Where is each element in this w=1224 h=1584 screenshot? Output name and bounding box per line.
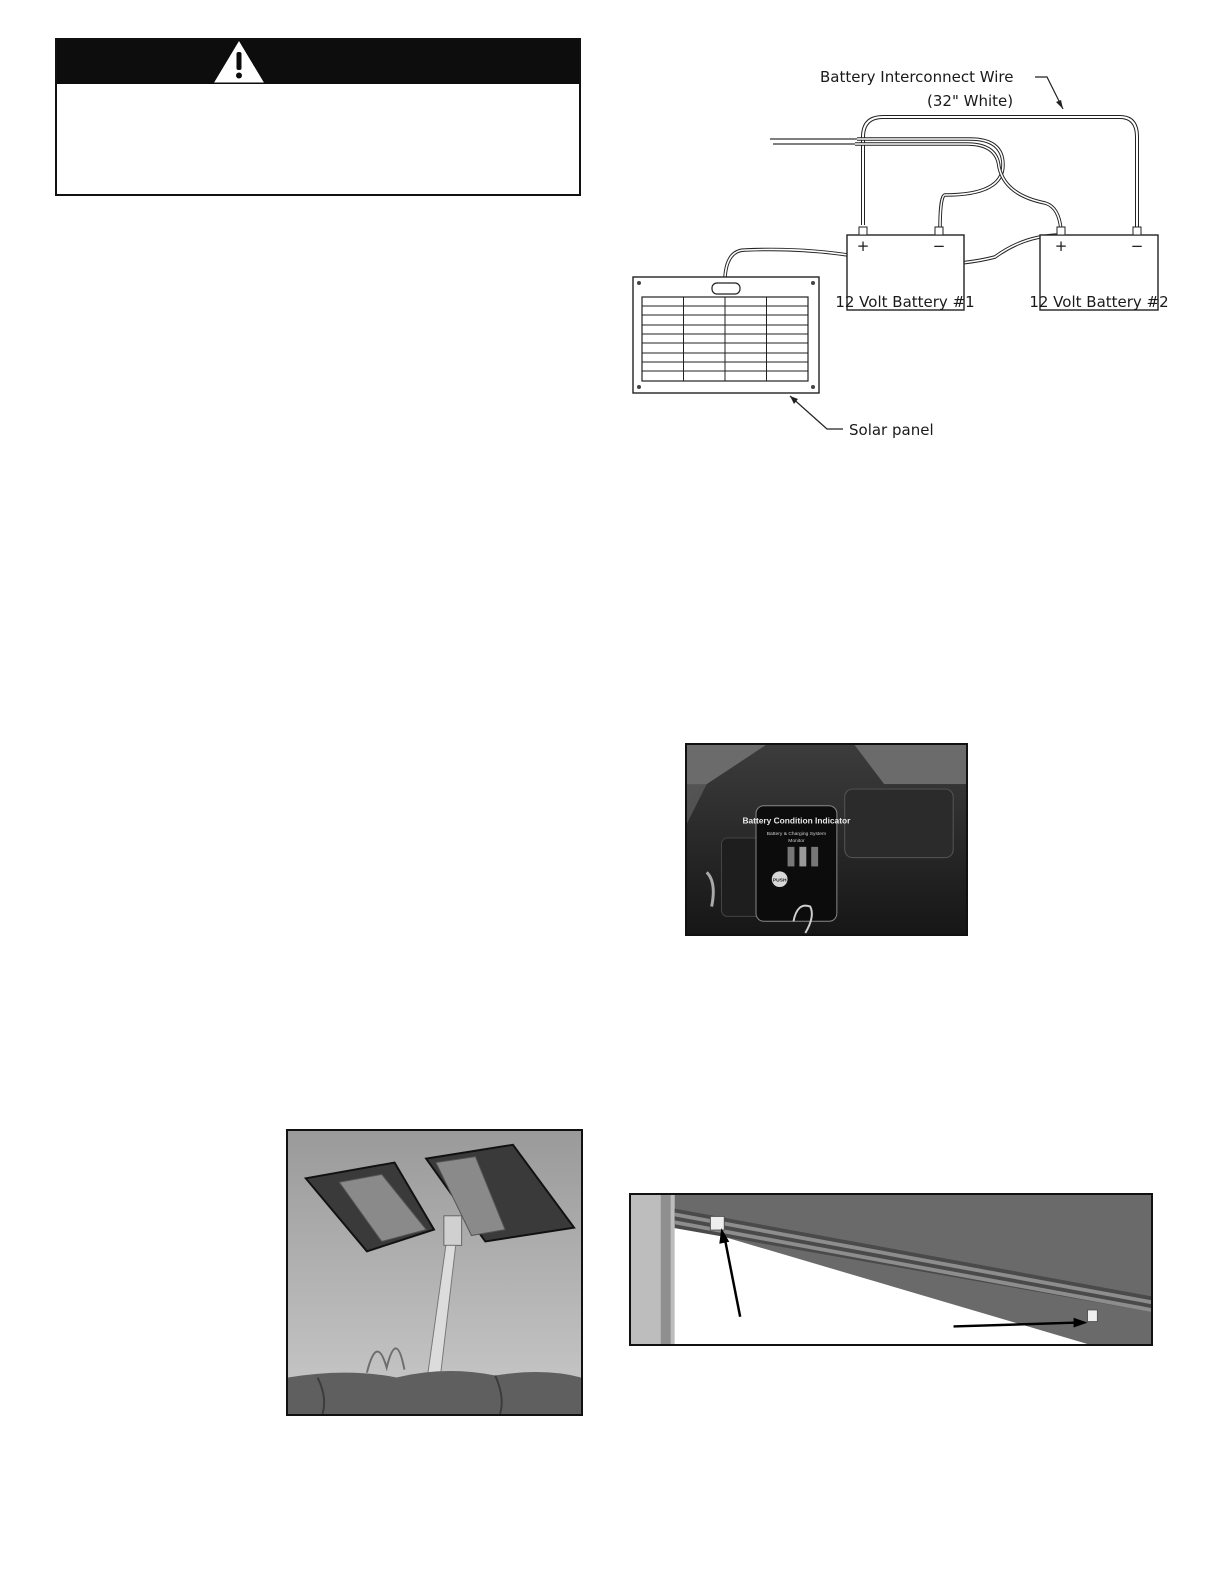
indicator-title: Battery Condition Indicator xyxy=(742,815,851,826)
battery-wiring-diagram xyxy=(615,55,1175,455)
battery-2 xyxy=(1029,227,1168,311)
solar-panel-illustration xyxy=(633,277,819,393)
battery-2-plus-label: + xyxy=(1054,237,1068,255)
exclamation-triangle-icon xyxy=(213,40,265,84)
positive-lead-wire-inner xyxy=(855,144,1061,230)
warning-header-bar xyxy=(57,40,579,84)
battery-2-label: 12 Volt Battery #2 xyxy=(1029,293,1169,311)
battery-1-label: 12 Volt Battery #1 xyxy=(835,293,975,311)
negative-lead-wire xyxy=(857,139,1003,230)
solar-leader-line xyxy=(790,396,843,429)
rail-mounting-photo xyxy=(629,1193,1153,1346)
interconnect-arrowhead xyxy=(1056,100,1063,109)
interconnect-wire-label: Battery Interconnect Wire xyxy=(820,68,1014,86)
indicator-subtitle-2: Monitor xyxy=(788,838,805,844)
battery-1 xyxy=(835,227,974,311)
warning-box xyxy=(55,38,581,196)
negative-lead-wire-inner xyxy=(857,139,1003,230)
positive-lead-wire xyxy=(855,144,1061,230)
battery-indicator-photo xyxy=(685,743,968,936)
battery-1-plus-label: + xyxy=(856,237,870,255)
battery-1-minus-label: − xyxy=(932,237,946,255)
solar-panels-mount-photo xyxy=(286,1129,583,1416)
push-button-label: PUSH xyxy=(772,878,787,884)
indicator-subtitle: Battery & Charging System xyxy=(766,832,827,838)
solar-panel-label: Solar panel xyxy=(849,421,934,439)
interconnect-wire-sublabel: (32" White) xyxy=(927,92,1014,110)
battery-2-minus-label: − xyxy=(1130,237,1144,255)
